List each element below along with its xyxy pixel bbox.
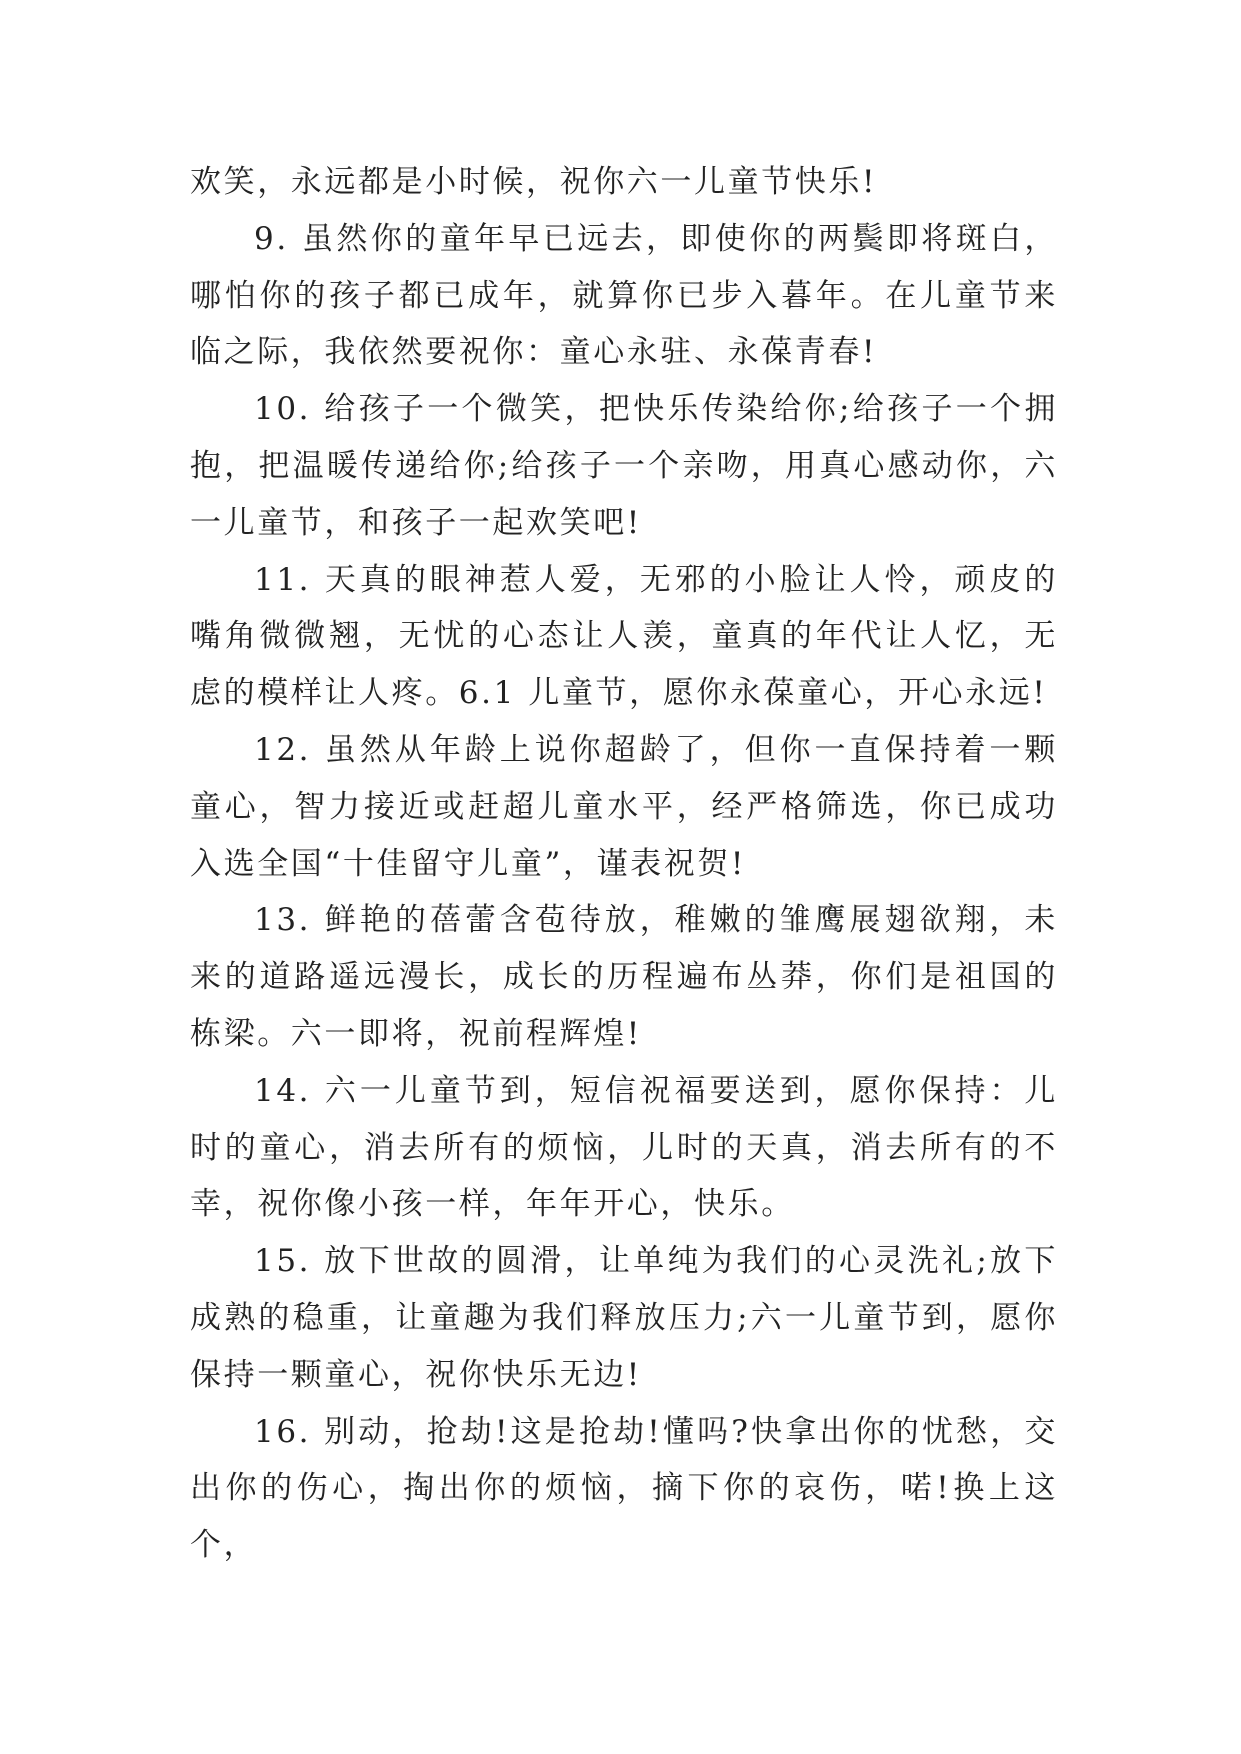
paragraph-11: 11. 天真的眼神惹人爱，无邪的小脸让人怜，顽皮的嘴角微微翘，无忧的心态让人羡，童真的年代让人忆，无虑的模样让人疼。6.1 儿童节，愿你永葆童心，开心永远!	[190, 561, 1058, 712]
paragraph-10: 10. 给孩子一个微笑，把快乐传染给你;给孩子一个拥抱，把温暖传递给你;给孩子一个亲吻，用真心感动你，六一儿童节，和孩子一起欢笑吧!	[190, 391, 1058, 541]
paragraph-14: 14. 六一儿童节到，短信祝福要送到，愿你保持：儿时的童心，消去所有的烦恼，儿时的天真，消去所有的不幸，祝你像小孩一样，年年开心，快乐。	[190, 1072, 1058, 1223]
paragraph-13: 13. 鲜艳的蓓蕾含苞待放，稚嫩的雏鹰展翅欲翔，未来的道路遥远漫长，成长的历程遍布丛莽，你们是祖国的栋梁。六一即将，祝前程辉煌!	[190, 902, 1058, 1052]
document-body	[190, 154, 1058, 1574]
paragraph-16: 16. 别动，抢劫!这是抢劫!懂吗?快拿出你的忧愁，交出你的伤心，掏出你的烦恼，摘下你的哀伤，喏!换上这个，	[190, 1413, 1058, 1564]
paragraph-9: 9. 虽然你的童年早已远去，即使你的两鬓即将斑白，哪怕你的孩子都已成年，就算你已步入暮年。在儿童节来临之际，我依然要祝你：童心永驻、永葆青春!	[190, 220, 1058, 371]
paragraph-12: 12. 虽然从年龄上说你超龄了，但你一直保持着一颗童心，智力接近或赶超儿童水平，经严格筛选，你已成功入选全国“十佳留守儿童”，谨表祝贺!	[190, 731, 1058, 882]
paragraph-8-continuation: 欢笑，永远都是小时候，祝你六一儿童节快乐!	[190, 164, 878, 200]
paragraph-15: 15. 放下世故的圆滑，让单纯为我们的心灵洗礼;放下成熟的稳重，让童趣为我们释放压力;六一儿童节到，愿你保持一颗童心，祝你快乐无边!	[190, 1243, 1058, 1393]
